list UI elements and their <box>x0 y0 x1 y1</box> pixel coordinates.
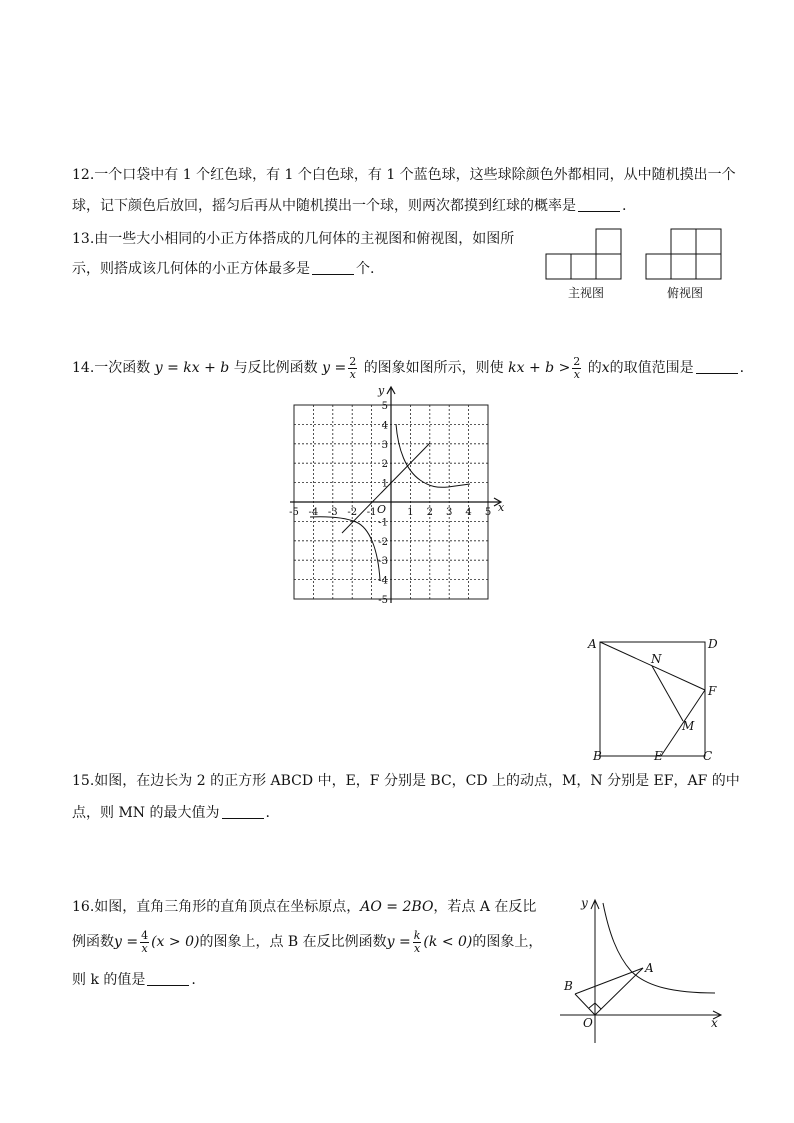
fraction-numerator: 2 <box>573 354 581 368</box>
q14-ineq-fraction <box>572 356 581 381</box>
x-tick-label: -3 <box>327 507 338 518</box>
q16-line3 <box>72 970 196 990</box>
q16-line2-pre: 例函数 <box>72 934 114 950</box>
fraction-denominator: x <box>413 941 421 955</box>
y-tick-label: -3 <box>378 556 388 568</box>
x-tick-label: 2 <box>426 507 433 518</box>
q16-ratio-expr: AO = 2BO <box>360 899 434 915</box>
q12-line1: 12.一个口袋中有 1 个红色球，有 1 个白色球，有 1 个蓝色球，这些球除颜色外都相同，从中随机摸出一个 <box>72 167 736 183</box>
x-tick-label: -2 <box>347 507 358 518</box>
answer-blank <box>578 197 620 212</box>
q13-line1: 13.由一些大小相同的小正方体搭成的几何体的主视图和俯视图，如图所 <box>72 231 515 247</box>
y-tick-label: 4 <box>381 420 388 432</box>
label-y: y <box>581 896 588 910</box>
fraction-numerator: k <box>413 928 421 942</box>
hyperbola-right-branch <box>396 424 470 487</box>
q14-mid2: 的图象如图所示，则使 <box>363 360 504 376</box>
top-view-caption: 俯视图 <box>667 286 704 300</box>
fraction-denominator: x <box>141 941 148 955</box>
q15-square-figure <box>585 633 725 768</box>
segment-nm <box>652 666 683 721</box>
label-b: B <box>564 979 573 993</box>
q12-line2 <box>72 196 626 216</box>
segment-ab <box>575 968 643 994</box>
q14-var-x: x <box>601 360 610 376</box>
q16-line2 <box>72 928 542 956</box>
q14-ineq-lhs: kx + b > <box>508 360 571 376</box>
q13-views-figure <box>540 225 730 285</box>
fraction-denominator: x <box>349 367 356 381</box>
q14-recip-lhs: y = <box>322 360 347 376</box>
top-view <box>646 229 721 279</box>
q16-line1 <box>72 897 536 917</box>
q14-mid: 与反比例函数 <box>233 360 318 376</box>
q14-graph <box>280 380 520 610</box>
x-tick-label: 1 <box>407 507 414 518</box>
y-tick-label: -4 <box>378 575 388 587</box>
q13-line2 <box>72 259 374 279</box>
label-f: F <box>708 684 717 698</box>
front-view-caption: 主视图 <box>568 286 605 300</box>
q14-suffix: 的取值范围是 <box>609 360 694 376</box>
axes <box>290 387 501 603</box>
answer-blank <box>312 260 354 275</box>
label-a: A <box>645 961 654 975</box>
y-tick-label: 2 <box>381 459 388 471</box>
q16-func1-cond: (x > 0) <box>151 934 200 950</box>
q12-end: . <box>622 198 627 214</box>
fraction-denominator: x <box>573 367 580 381</box>
answer-blank <box>147 971 189 986</box>
y-tick-label: 1 <box>381 478 388 490</box>
q16-line1-pre: 16.如图，直角三角形的直角顶点在坐标原点， <box>72 899 361 915</box>
label-n: N <box>651 652 662 666</box>
q16-figure <box>555 893 730 1048</box>
x-tick-label: -4 <box>308 507 319 518</box>
q12-line2-text: 球，记下颜色后放回，摇匀后再从中随机摸出一个球，则两次都摸到红球的概率是 <box>72 198 576 214</box>
q15-end: . <box>265 805 270 821</box>
label-c: C <box>703 749 713 763</box>
x-tick-label: -1 <box>366 507 377 518</box>
answer-blank <box>696 359 738 374</box>
x-tick-label: 5 <box>484 507 492 518</box>
y-tick-label: 3 <box>381 439 388 451</box>
hyperbola-branch <box>603 903 715 993</box>
q16-func2-lhs: y = <box>386 934 411 950</box>
q13-line2-text: 示，则搭成该几何体的小正方体最多是 <box>72 261 310 277</box>
q15-line2-text: 点，则 MN 的最大值为 <box>72 805 220 821</box>
x-tick-label: 4 <box>465 507 472 518</box>
front-view <box>546 229 621 279</box>
q16-line2-post: 的图象上， <box>472 934 543 950</box>
q15-line1: 15.如图，在边长为 2 的正方形 ABCD 中，E，F 分别是 BC，CD 上的动点，M，N 分别是 EF，AF 的中 <box>72 773 740 789</box>
q16-line2-mid: 的图象上，点 B 在反比例函数 <box>199 934 387 950</box>
fraction-numerator: 4 <box>141 928 149 942</box>
y-tick-label: -5 <box>378 595 388 606</box>
q16-line1-post: ，若点 A 在反比 <box>433 899 537 915</box>
label-o: O <box>583 1016 593 1030</box>
q16-func2-cond: (k < 0) <box>423 934 473 950</box>
label-x: x <box>711 1016 718 1030</box>
x-tick-label: -5 <box>289 507 299 518</box>
origin-label: O <box>377 503 387 516</box>
y-tick-label: -2 <box>378 536 388 548</box>
q16-func1-lhs: y = <box>114 934 139 950</box>
hyperbola-left-branch <box>310 517 380 580</box>
label-d: D <box>708 637 718 651</box>
axis-labels <box>377 384 505 516</box>
q13-end: 个. <box>356 261 375 277</box>
segment-ob <box>575 994 595 1015</box>
q14-var-pre: 的 <box>587 360 602 376</box>
fraction-numerator: 2 <box>349 354 357 368</box>
q14-end: . <box>739 360 745 376</box>
y-axis-label: y <box>378 384 385 397</box>
q16-line3-text: 则 k 的值是 <box>72 972 146 988</box>
q16-func1-fraction <box>140 930 149 955</box>
q14-prefix: 14.一次函数 <box>72 360 151 376</box>
y-tick-label: 5 <box>381 401 388 412</box>
q14-linear-expr: y = kx + b <box>154 360 230 376</box>
q15-line2 <box>72 803 270 823</box>
x-tick-label: 3 <box>446 507 453 518</box>
segment-oa <box>595 968 643 1015</box>
answer-blank <box>222 804 264 819</box>
label-e: E <box>654 749 663 763</box>
label-m: M <box>682 719 695 733</box>
q14-recip-fraction <box>348 356 357 381</box>
q16-func2-fraction <box>413 930 422 955</box>
label-b: B <box>593 749 602 763</box>
q16-end: . <box>191 972 196 988</box>
q14-line <box>72 354 744 382</box>
y-tick-label: -1 <box>378 517 388 529</box>
x-axis-label: x <box>498 501 505 514</box>
label-a: A <box>588 637 597 651</box>
